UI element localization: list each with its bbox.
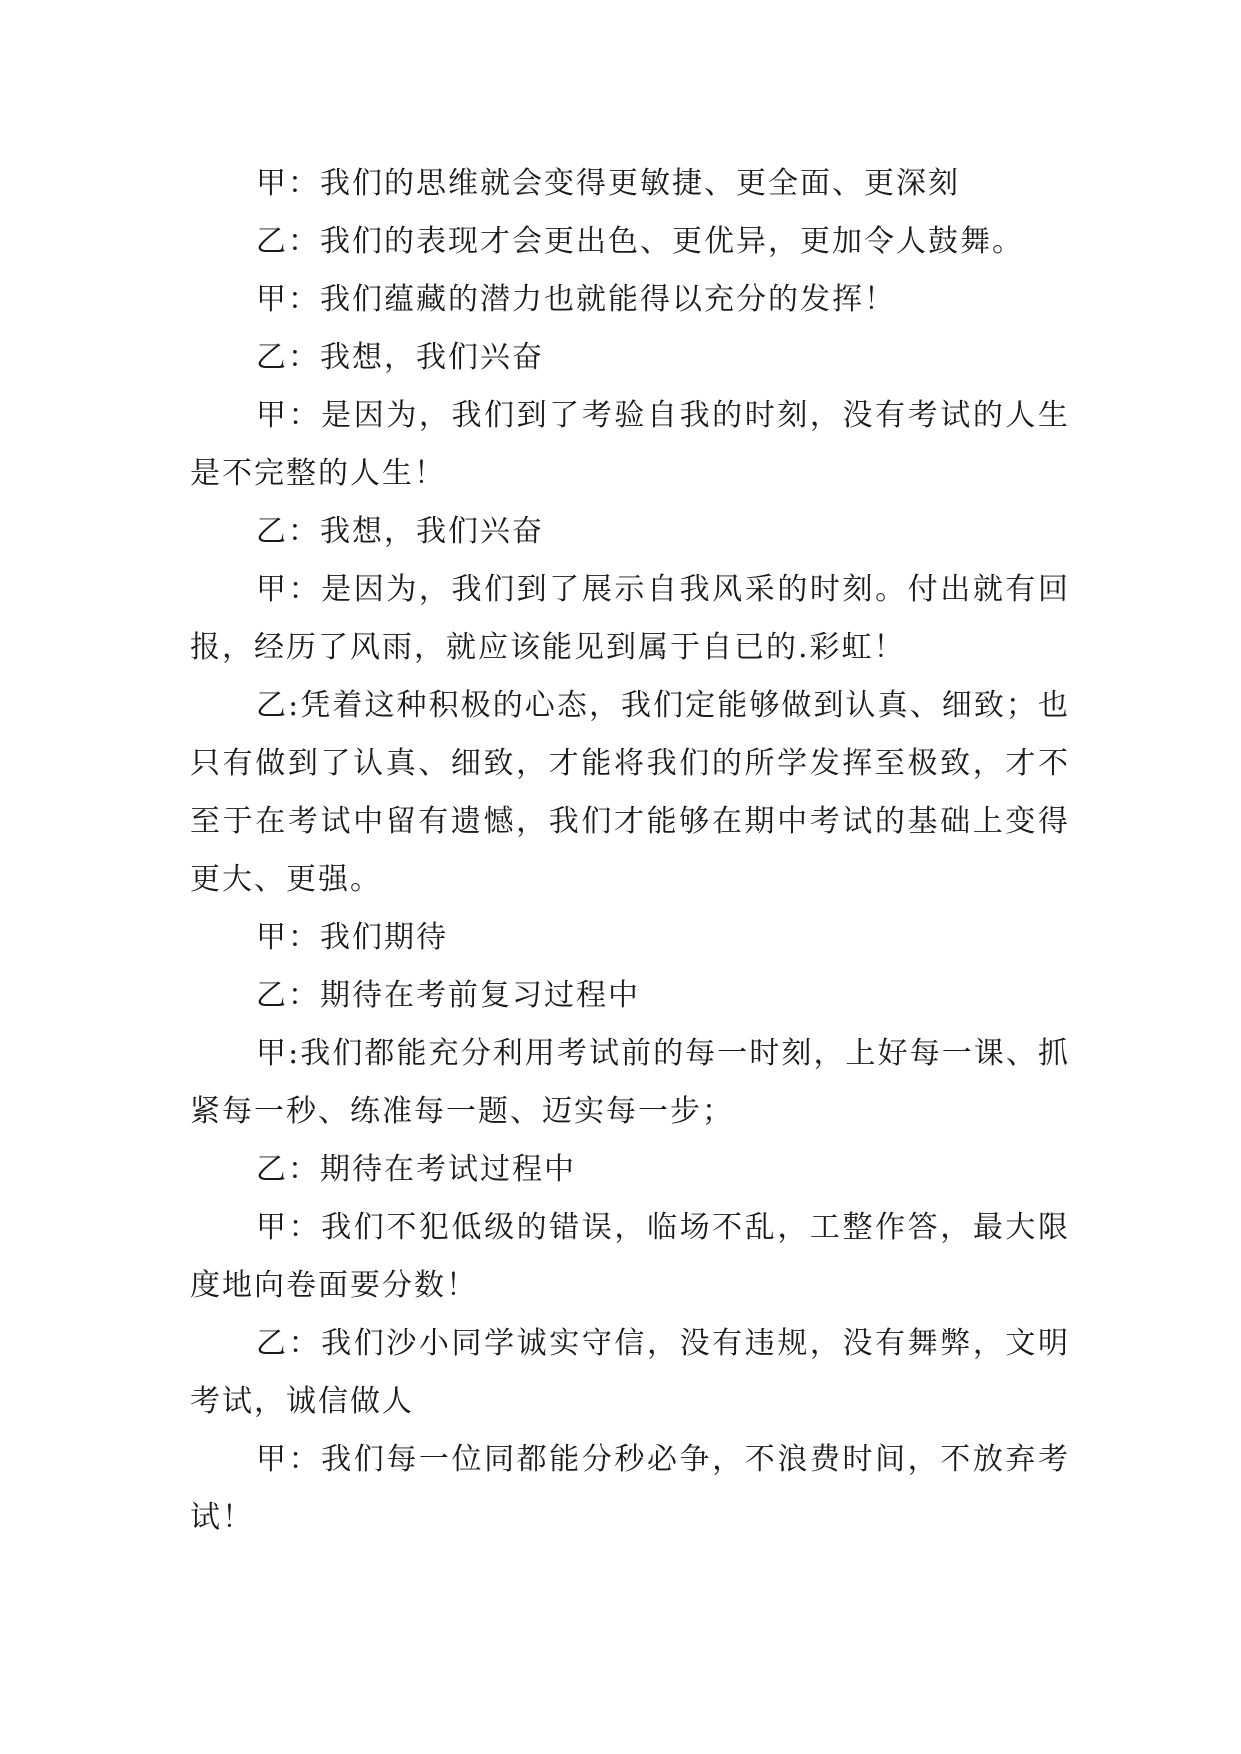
paragraph-3: 甲：我们蕴藏的潜力也就能得以充分的发挥！ xyxy=(256,282,896,317)
paragraph-1: 甲：我们的思维就会变得更敏捷、更全面、更深刻 xyxy=(256,166,960,201)
paragraph-9: 甲：我们期待 xyxy=(256,920,448,955)
paragraph-6: 乙：我想，我们兴奋 xyxy=(256,514,544,549)
paragraph-10: 乙：期待在考前复习过程中 xyxy=(256,978,640,1013)
paragraph-13: 甲：我们不犯低级的错误，临场不乱，工整作答，最大限度地向卷面要分数！ xyxy=(190,1210,1070,1303)
paragraph-7: 甲：是因为，我们到了展示自我风采的时刻。付出就有回报，经历了风雨，就应该能见到属于自已的.彩虹！ xyxy=(190,572,1070,665)
paragraph-5: 甲：是因为，我们到了考验自我的时刻，没有考试的人生是不完整的人生！ xyxy=(190,398,1070,491)
paragraph-12: 乙：期待在考试过程中 xyxy=(256,1152,576,1187)
paragraph-4: 乙：我想，我们兴奋 xyxy=(256,340,544,375)
paragraph-15: 甲：我们每一位同都能分秒必争，不浪费时间，不放弃考试！ xyxy=(190,1442,1070,1535)
paragraph-14: 乙：我们沙小同学诚实守信，没有违规，没有舞弊，文明考试，诚信做人 xyxy=(190,1326,1070,1419)
paragraph-2: 乙：我们的表现才会更出色、更优异，更加令人鼓舞。 xyxy=(256,224,1024,259)
document-body xyxy=(190,155,1070,1547)
paragraph-11: 甲:我们都能充分利用考试前的每一时刻，上好每一课、抓紧每一秒、练准每一题、迈实每一步； xyxy=(190,1036,1070,1129)
paragraph-8: 乙:凭着这种积极的心态，我们定能够做到认真、细致；也只有做到了认真、细致，才能将我们的所学发挥至极致，才不至于在考试中留有遗憾，我们才能够在期中考试的基础上变得更大、更强。 xyxy=(190,688,1070,897)
